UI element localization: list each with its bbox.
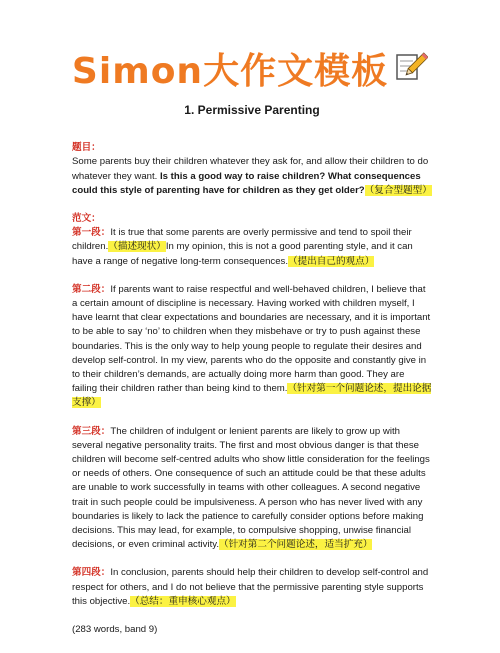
p4-label: 第四段： xyxy=(72,567,111,579)
topic-section xyxy=(72,141,432,198)
p1-text-b: In my opinion, this is not a good parenting style, and it can have a range of negative long-term consequences. xyxy=(72,241,413,267)
essay-paragraph-1 xyxy=(72,212,432,269)
topic-question: Is this a good way to raise children? What consequences could this style of parenting have for children as they get older? xyxy=(72,170,421,196)
p2-body xyxy=(72,283,432,411)
p4-note: （总结：重申核心观点） xyxy=(130,595,236,607)
document-title: 1. Permissive Parenting xyxy=(184,103,320,117)
topic-note: （复合型题型） xyxy=(364,184,432,196)
essay-paragraph-2 xyxy=(72,283,432,411)
p2-label: 第二段： xyxy=(72,283,111,295)
p4-text: In conclusion, parents should help their children to develop self-control and respect for others, and I do not believe that the permissive parenting style supports this objective. xyxy=(72,567,429,607)
p1-label: 第一段： xyxy=(72,227,111,239)
word-count: (283 words, band 9) xyxy=(72,624,158,636)
p3-label: 第三段： xyxy=(72,425,111,437)
banner-title: Simon大作文模板 xyxy=(71,50,389,92)
p1-note-a: （描述现状） xyxy=(108,241,166,253)
essay-label: 范文： xyxy=(72,213,101,225)
p3-text: The children of indulgent or lenient parents are likely to grow up with several negative personality traits. The first and most obvious danger is that these children will become self-centred adults who show little consideration for the feelings or needs of others. One consequence of such an attitude could be that these adults are unable to work successfully in teams with other colleagues. A second negative trait in such people could be impulsiveness. A person who has never lived with any boundaries is likely to lack the patience to carefully consider options before making decisions. This may lead, for example, to compulsive shopping, unwise financial decisions, or even criminal activity. xyxy=(72,425,430,551)
p2-note: （针对第一个问题论述，提出论据支撑） xyxy=(72,383,432,409)
p3-note: （针对第二个问题论述，适当扩充） xyxy=(218,539,373,551)
topic-label: 题目： xyxy=(72,142,101,154)
p2-text: If parents want to raise respectful and well-behaved children, I believe that a certain amount of discipline is necessary. Having worked with children myself, I have learnt that clear expectations and boundaries are necessary, and it is important to be able to say ‘no’ to children when they misbehave or try to push against these boundaries. This is the only way to help young people to regulate their desires and develop self-control. In my view, parents who do the opposite and constantly give in to their children’s demands, are actually doing more harm than good. They are failing their children rather than being kind to them. xyxy=(72,283,431,395)
essay-document xyxy=(72,103,432,637)
p1-text-a: It is true that some parents are overly permissive and tend to spoil their children. xyxy=(72,227,412,253)
p1-body xyxy=(72,226,432,269)
pencil-notepad-icon xyxy=(394,49,428,88)
topic-paragraph xyxy=(72,155,432,198)
p4-body xyxy=(72,566,432,609)
banner xyxy=(0,38,500,98)
p1-note-b: （提出自己的观点） xyxy=(288,255,375,267)
topic-text: Some parents buy their children whatever they ask for, and allow their children to do whatever they want. xyxy=(72,156,429,182)
essay-paragraph-3 xyxy=(72,425,432,553)
p3-body xyxy=(72,425,432,553)
essay-paragraph-4 xyxy=(72,566,432,609)
